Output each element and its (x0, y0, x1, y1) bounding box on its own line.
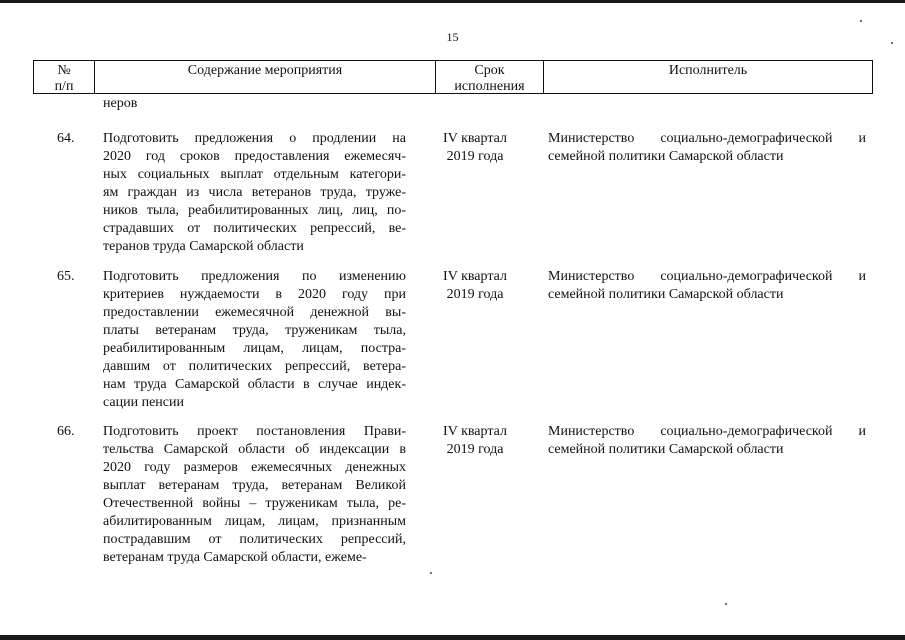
header-term-cell (435, 61, 543, 93)
text-line: Министерство социально-демографической и (548, 131, 866, 146)
text-line: семейной политики Самарской области (548, 149, 784, 164)
row-content (103, 423, 406, 567)
text-line: Подготовить предложения по изменению (103, 269, 406, 284)
text-line: ных социальных выплат отдельным категори- (103, 167, 406, 182)
text-line: Министерство социально-демографической и (548, 424, 866, 439)
row-number: 64. (57, 131, 75, 146)
text-line: семейной политики Самарской области (548, 287, 784, 302)
text-line: ям граждан из числа ветеранов труда, труже- (103, 185, 406, 200)
text-line: семейной политики Самарской области (548, 442, 784, 457)
text-line: 2019 года (446, 442, 504, 457)
row-executor (548, 130, 866, 166)
text-line: реабилитированным лицам, лицам, постра- (103, 341, 406, 356)
text-line: 2020 год сроков предоставления ежемесяч- (103, 149, 406, 164)
text-line: критериев нуждаемости в 2020 году при (103, 287, 406, 302)
row-term (420, 130, 530, 166)
text-line: IV квартал (443, 131, 507, 146)
text-line: IV квартал (443, 424, 507, 439)
text-line: теранов труда Самарской области (103, 239, 304, 254)
text-line: Подготовить проект постановления Прави- (103, 424, 406, 439)
scan-border-top (0, 0, 905, 3)
row-number: 66. (57, 424, 75, 439)
text-line: Подготовить предложения о продлении на (103, 131, 406, 146)
text-line: пострадавшим от политических репрессий, (103, 532, 406, 547)
header-executor-label: Исполнитель (668, 63, 748, 78)
text-line: давшим от политических репрессий, ветера- (103, 359, 406, 374)
text-line: Отечественной войны – труженикам тыла, ре- (103, 496, 406, 511)
continued-text: неров (103, 96, 138, 111)
row-content (103, 130, 406, 256)
page-number: 15 (446, 30, 459, 44)
scan-speck (430, 572, 432, 574)
text-line: нам труда Самарской области в случае индек- (103, 377, 406, 392)
text-line: платы ветеранам труда, труженикам тыла, (103, 323, 406, 338)
row-number: 65. (57, 269, 75, 284)
header-executor-cell (543, 61, 872, 93)
text-line: сации пенсии (103, 395, 184, 410)
text-line: 2019 года (446, 149, 504, 164)
header-term-label: Срок исполнения (454, 63, 525, 94)
text-line: 2019 года (446, 287, 504, 302)
text-line: выплат ветеранам труда, ветеранам Великой (103, 478, 406, 493)
header-content-cell (94, 61, 435, 93)
header-number-label: № п/п (54, 63, 74, 94)
text-line: ников тыла, реабилитированных лиц, лиц, по- (103, 203, 406, 218)
scan-speck (725, 603, 727, 605)
scan-border-bottom (0, 635, 905, 640)
row-term (420, 268, 530, 304)
text-line: предоставлении ежемесячной денежной вы- (103, 305, 406, 320)
header-number-cell (34, 61, 94, 93)
row-content (103, 268, 406, 412)
scan-speck (860, 20, 862, 22)
header-content-label: Содержание мероприятия (187, 63, 343, 78)
row-executor (548, 423, 866, 459)
text-line: IV квартал (443, 269, 507, 284)
row-term (420, 423, 530, 459)
row-executor (548, 268, 866, 304)
text-line: абилитированным лицам, лицам, признанным (103, 514, 406, 529)
text-line: ветеранам труда Самарской области, ежеме- (103, 550, 367, 565)
table-header (33, 60, 873, 94)
text-line: 2020 году размеров ежемесячных денежных (103, 460, 406, 475)
text-line: тельства Самарской области об индексации в (103, 442, 406, 457)
text-line: страдавших от политических репрессий, ве- (103, 221, 406, 236)
text-line: Министерство социально-демографической и (548, 269, 866, 284)
